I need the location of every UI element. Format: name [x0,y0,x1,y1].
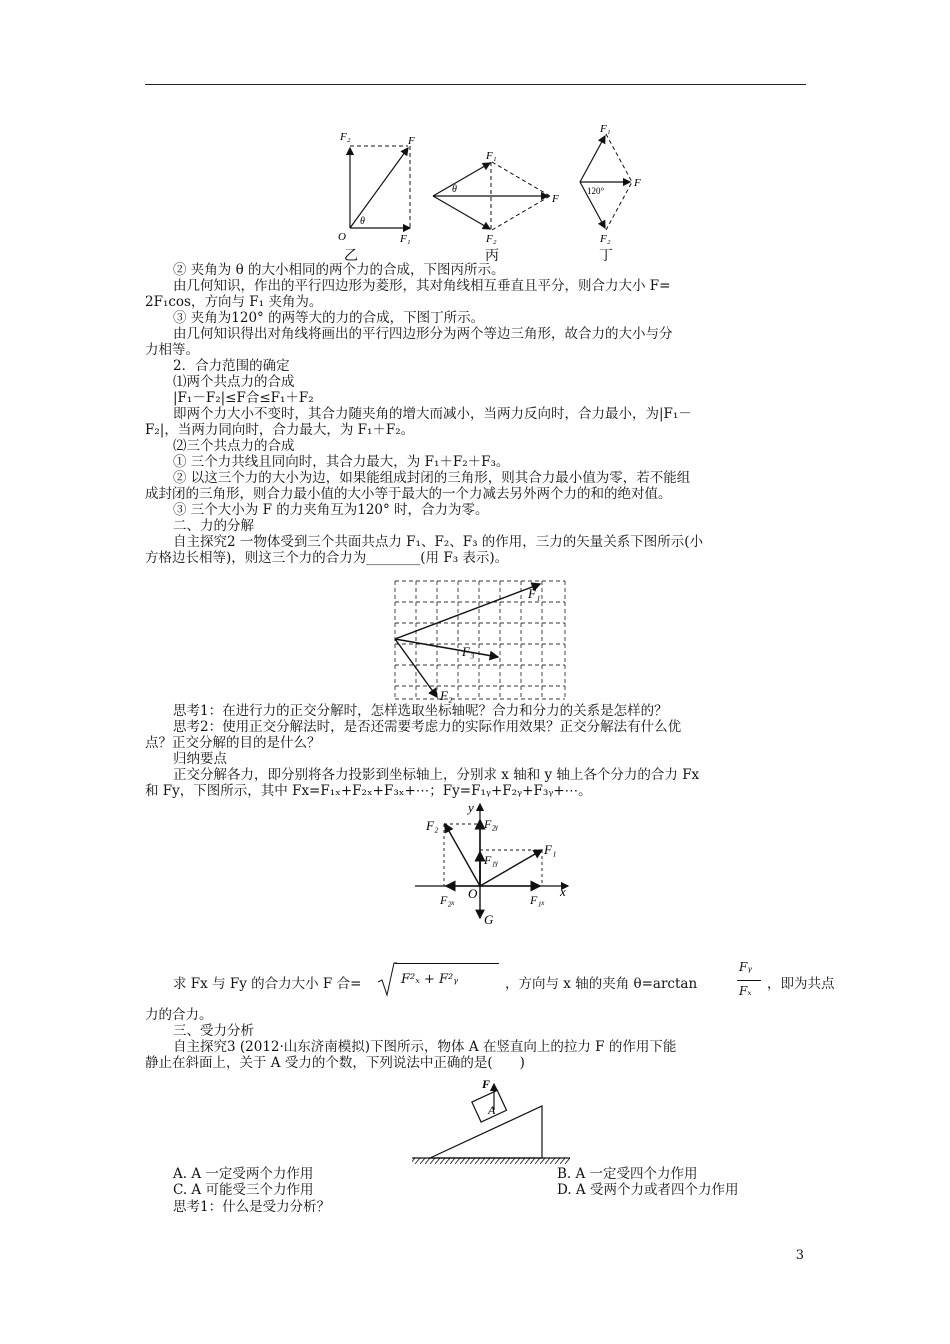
text-line: 点？正交分解的目的是什么？ [145,735,321,751]
text-line: 归纳要点 [173,751,227,767]
ding-F-label: F [634,177,641,189]
text-line: ② 以这三个力的大小为边，如果能组成封闭的三角形，则其合力最小值为零，若不能组 [173,470,691,486]
text-line: 2F₁cos，方向与 F₁ 夹角为。 [145,294,323,310]
incline-F-label: F [482,1077,491,1091]
sqrt-body: F²ₓ + F²ᵧ [401,972,459,987]
grid-F3-label: F₃ [462,644,475,659]
text-line: 思考1：什么是受力分析？ [173,1199,331,1215]
G-label: G [484,912,494,927]
text-line: ③ 三个大小为 F 的力夹角互为120° 时，合力为零。 [173,502,489,518]
formula-prefix: 求 Fx 与 Fy 的合力大小 F 合= [173,976,362,992]
F2y-label: F₂ᵧ [484,817,499,831]
yi-F2-label: F₂ [340,131,351,143]
sqrt-expression [377,962,503,996]
figure-orthogonal-decomposition [410,800,580,930]
F2x-label: F₂ₓ [440,893,455,907]
text-line: 自主探究2 一物体受到三个共面共点力 F₁、F₂、F₃ 的作用，三力的矢量关系下图所示(小 [173,534,704,550]
option-b: B. A 一定受四个力作用 [557,1166,698,1182]
text-line: ③ 夹角为120° 的两等大的力的合成，下图丁所示。 [173,310,485,326]
formula-suffix: ，即为共点 [767,976,835,992]
bing-theta-label: θ [452,184,457,195]
axis-x-label: x [560,884,566,899]
option-c: C. A 可能受三个力作用 [173,1182,314,1198]
text-line: ⑵三个共点力的合成 [173,438,295,454]
F2-label: F₂ [426,818,439,833]
diagram-bing [433,150,559,264]
text-line: 静止在斜面上，关于 A 受力的个数，下列说法中正确的是( ) [145,1055,525,1071]
text-line: 思考2：使用正交分解法时，是否还需要考虑力的实际作用效果？正交分解法有什么优 [173,719,682,735]
bing-F-label: F [552,193,559,205]
option-d: D. A 受两个力或者四个力作用 [557,1182,739,1198]
ding-F1-label: F₁ [600,123,611,135]
yi-theta-label: θ [360,216,365,227]
text-line: 自主探究3 (2012·山东济南模拟)下图所示，物体 A 在竖直向上的拉力 F 的作用下能 [173,1039,677,1055]
bing-caption: 丙 [485,249,499,264]
text-line: |F₁－F₂|≤F合≤F₁＋F₂ [173,390,314,406]
arctan-fraction [737,960,765,1004]
text-line: ① 三个力共线且同向时，其合力最大，为 F₁＋F₂＋F₃。 [173,454,510,470]
text-line: 成封闭的三角形，则合力最小值的大小等于最大的一个力减去另外两个力的和的绝对值。 [145,486,672,502]
option-a: A. A 一定受两个力作用 [173,1166,314,1182]
page-number: 3 [795,1248,804,1263]
F1x-label: F₁ₓ [530,893,545,907]
text-line: 正交分解各力，即分别将各力投影到坐标轴上，分别求 x 轴和 y 轴上各个分力的合力 Fx [173,767,700,783]
figure-incline-block [410,1074,575,1166]
text-line: 由几何知识得出对角线将画出的平行四边形分为两个等边三角形，故合力的大小与分 [173,326,673,342]
yi-O-label: O [338,231,346,243]
ding-caption: 丁 [599,249,613,264]
figure-force-composition [300,118,660,268]
bing-F2-label: F₂ [486,233,497,245]
text-line: ⑴两个共点力的合成 [173,374,295,390]
text-line: 即两个力大小不变时，其合力随夹角的增大而减小，当两力反向时，合力最小，为|F₁－ [173,406,692,422]
text-line: 由几何知识，作出的平行四边形为菱形，其对角线相互垂直且平分，则合力大小 F= [173,278,671,294]
sqrt-sign-icon [377,962,397,998]
diagram-yi [338,131,415,264]
fraction-denominator: Fₓ [739,984,752,998]
figure-grid-forces [390,576,570,704]
section-heading: 二、力的分解 [173,518,254,534]
text-line: 思考1：在进行力的正交分解时，怎样选取坐标轴呢？合力和分力的关系是怎样的？ [173,703,668,719]
diagram-ding [580,123,641,264]
yi-F-label: F [408,135,415,147]
fraction-numerator: Fᵧ [739,960,752,974]
text-line: 方格边长相等)，则这三个力的合力为________(用 F₃ 表示)。 [145,550,509,566]
F1-label: F₁ [544,842,557,857]
text-line: 2．合力范围的确定 [173,358,290,374]
ding-F2-label: F₂ [600,233,611,245]
origin-label: O [468,886,478,901]
header-rule [145,84,806,85]
text-line: ② 夹角为 θ 的大小相同的两个力的合成，下图丙所示。 [173,262,505,278]
bing-F1-label: F₁ [486,150,497,162]
section-heading: 三、受力分析 [173,1023,254,1039]
text-line: 力的合力。 [145,1007,213,1023]
text-line: 和 Fy，下图所示，其中 Fx=F₁ₓ+F₂ₓ+F₃ₓ+⋯；Fy=F₁ᵧ+F₂ᵧ+F₃ᵧ+⋯。 [145,783,592,799]
block-A-label: A [488,1103,496,1117]
grid-F1-label: F₁ [528,586,541,601]
grid-F2-label: F₂ [440,688,453,703]
ding-angle-label: 120° [587,186,605,196]
text-line: 力相等。 [145,342,199,358]
yi-caption: 乙 [344,249,358,264]
yi-F1-label: F₁ [400,233,411,245]
formula-mid: ，方向与 x 轴的夹角 θ=arctan [505,976,698,992]
axis-y-label: y [468,800,474,815]
text-line: F₂|，当两力同向时，合力最大，为 F₁＋F₂。 [145,422,415,438]
F1y-label: F₁ᵧ [484,853,499,867]
